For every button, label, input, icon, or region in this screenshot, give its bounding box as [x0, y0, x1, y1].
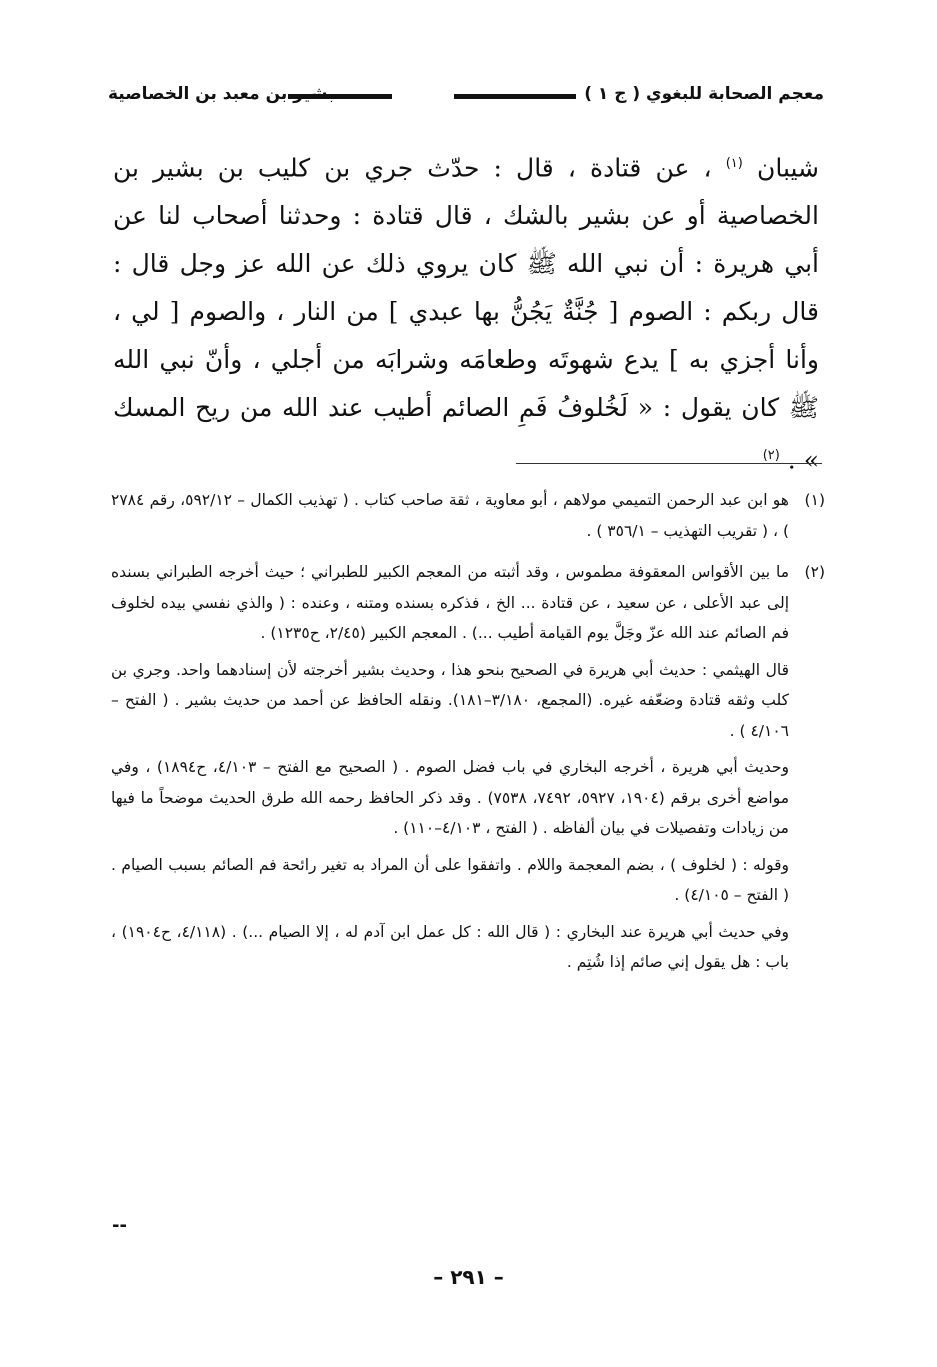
- footnote-separator: [516, 463, 822, 464]
- footnote-paragraph: وحديث أبي هريرة ، أخرجه البخاري في باب فضل الصوم . ( الصحيح مع الفتح – ٤/١٠٣، ح١٨٩٤) ، وفي مواضع أخرى برقم (١٩٠٤، ٥٩٢٧، ٧٤٩٢، ٧٥٣٨) . وقد ذكر الحافظ رحمه الله طرق الحديث موضحاً ما فيها من زيادات وتفصيلات في بيان ألفاظه . ( الفتح ، ٤/١٠٣–١١٠) .: [111, 758, 790, 837]
- main-text-start: شيبان: [756, 153, 819, 183]
- footnote-number: (١): [804, 491, 825, 509]
- footnote-paragraph: قال الهيثمي : حديث أبي هريرة في الصحيح بنحو هذا ، وحديث بشير أخرجته لأن إسنادهما واحد. وجري بن كلب وثقه قتادة وضعّفه غيره. (المجمع، ٣/١٨٠–١٨١). ونقله الحافظ عن أحمد من حديث بشير . ( الفتح – ٤/١٠٦ ) .: [111, 660, 789, 740]
- dash-mark: --: [112, 1215, 127, 1236]
- footnote-body: [111, 557, 789, 984]
- footnotes: [111, 485, 825, 989]
- main-text: [113, 140, 819, 485]
- footnote-paragraph: هو ابن عبد الرحمن التميمي مولاهم ، أبو معاوية ، ثقة صاحب كتاب . ( تهذيب الكمال – ٥٩٢/١٢، رقم ٢٧٨٤ ) ، ( تقريب التهذيب – ٣٥٦/١ ) .: [111, 491, 789, 540]
- footnote-body: [111, 485, 789, 552]
- running-header: [108, 84, 824, 114]
- footnote-paragraph: وقوله : ( لخلوف ) ، بضم المعجمة واللام . واتفقوا على أن المراد به تغير رائحة فم الصائم بسبب الصيام . ( الفتح – ٤/١٠٥) .: [111, 855, 789, 904]
- footnote-number: (٢): [804, 563, 825, 581]
- main-text-body: ، عن قتادة ، قال : حدّث جري بن كليب بن بشير بن الخصاصية أو عن بشير بالشك ، قال قتادة : وحدثنا أصحاب لنا عن أبي هريرة : أن نبي الله ﷺ كان يروي ذلك عن الله عز وجل قال : قال ربكم : الصوم [ جُنَّةٌ يَجُنُّ بها عبدي ] من النار ، والصوم [ لي ، وأنا أجزي به ] يدع شهوتَه وطعامَه وشرابَه من أجلي ، وأنّ نبي الله ﷺ كان يقول : « لَخُلوفُ فَمِ الصائم أطيب عند الله من ريح المسك » .: [113, 153, 819, 475]
- footnote: [111, 485, 825, 552]
- page-number: – ٢٩١ –: [433, 1265, 504, 1289]
- footnote-ref-2: (٢): [762, 448, 780, 464]
- footnote: [111, 557, 825, 984]
- footnote-ref-1: (١): [725, 156, 743, 171]
- footnote-paragraph: وفي حديث أبي هريرة عند البخاري : ( قال الله : كل عمل ابن آدم له ، إلا الصيام ...) . (٤/١١٨، ح١٩٠٤) ، باب : هل يقول إني صائم إذا شُتِم .: [111, 922, 789, 971]
- main-paragraph: [113, 140, 819, 485]
- footnote-paragraph: ما بين الأقواس المعقوفة مطموس ، وقد أثبته من المعجم الكبير للطبراني ؛ حيث أخرجه الطبراني بسنده إلى عبد الأعلى ، عن سعيد ، عن قتادة ... الخ ، فذكره بسنده ومتنه ، وعنده : ( والذي نفسي بيده لخلوف فم الصائم عند الله عزّ وجَلَّ يوم القيامة أطيب ...) . المعجم الكبير (٢/٤٥، ح١٢٣٥) .: [111, 563, 789, 642]
- header-book-title: معجم الصحابة للبغوي ( ج ١ ): [584, 84, 824, 104]
- header-rule: [454, 94, 576, 99]
- header-section-title: بشير بن معبد بن الخصاصية: [108, 84, 335, 104]
